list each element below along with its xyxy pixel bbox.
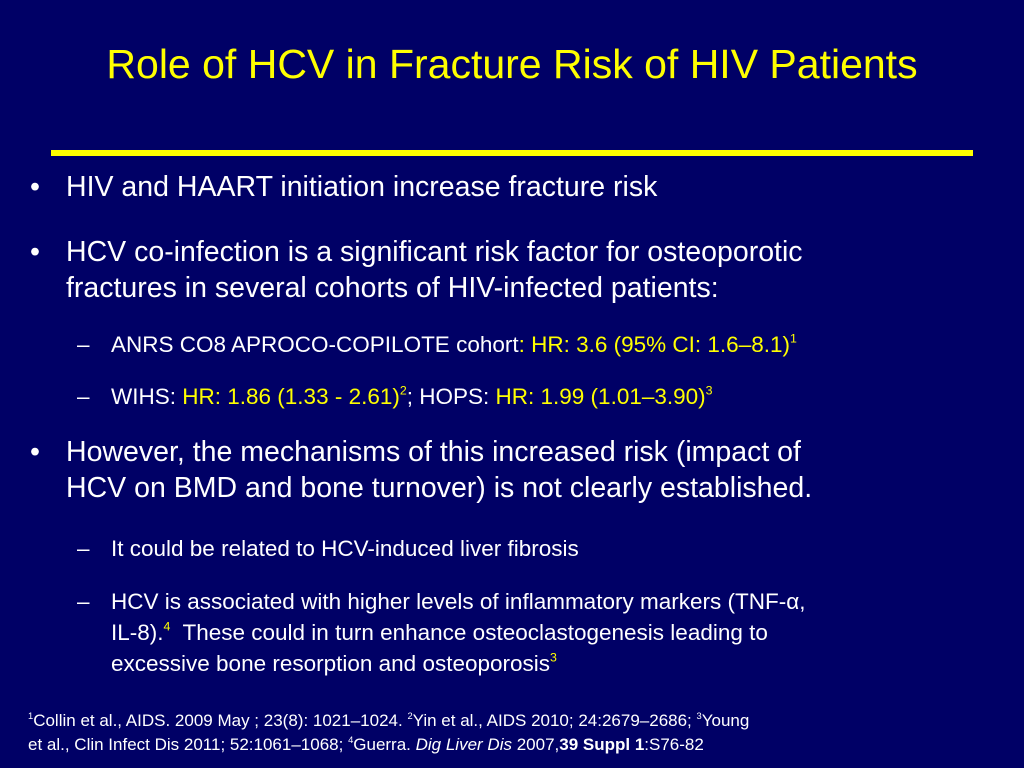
reference-number: 1	[789, 331, 797, 346]
reference-3-cont: et al., Clin Infect Dis 2011; 52:1061–1068;	[28, 735, 349, 754]
bullet-text-line: fractures in several cohorts of HIV-infected patients:	[66, 272, 719, 304]
references	[28, 709, 1008, 757]
bullet-text: HIV and HAART initiation increase fracture risk	[66, 171, 658, 203]
cohort-name: WIHS:	[111, 384, 183, 409]
slide-title: Role of HCV in Fracture Risk of HIV Patients	[106, 41, 918, 87]
dash-marker: –	[77, 536, 90, 561]
sub-bullet-line: excessive bone resorption and osteoporosis$^3$	[111, 650, 557, 676]
sub-bullet-text: It could be related to HCV-induced liver fibrosis	[111, 536, 579, 561]
sub-bullet-line: IL-8).$^4$ These could in turn enhance osteoclastogenesis leading to	[111, 619, 768, 645]
reference-2: Yin et al., AIDS 2010; 24:2679–2686;	[412, 711, 697, 730]
reference-number: 3	[550, 650, 557, 665]
references-line: $^1$Collin et al., AIDS. 2009 May ; 23(8): 1021–1024. $^2$Yin et al., AIDS 2010; 24:2679–2686; $^3$Young	[28, 711, 750, 730]
bullet-text-line: HCV co-infection is a significant risk factor for osteoporotic	[66, 236, 803, 268]
journal-name: Dig Liver Dis	[415, 735, 512, 754]
dash-marker: –	[77, 589, 90, 614]
bullet-marker: •	[30, 436, 40, 468]
bullet-marker: •	[30, 236, 40, 268]
volume: 39 Suppl 1	[559, 735, 645, 754]
dash-marker: –	[77, 384, 90, 409]
sub-bullet-text	[111, 329, 995, 360]
references-line: et al., Clin Infect Dis 2011; 52:1061–1068; $^4$Guerra. Dig Liver Dis 2007,39 Suppl 1:S76-82	[28, 735, 704, 754]
hazard-ratio: HR: 1.99 (1.01–3.90)	[495, 384, 706, 409]
reference-number: 2	[399, 383, 407, 398]
alpha-symbol: α	[786, 589, 800, 614]
reference-number: 4	[163, 619, 171, 634]
sub-bullet-text	[111, 381, 995, 412]
hazard-ratio: HR: 1.86 (1.33 - 2.61)	[182, 384, 400, 409]
cohort-name: ANRS CO8 APROCO-COPILOTE cohort	[111, 332, 519, 357]
sub-bullet-line: HCV is associated with higher levels of inflammatory markers (TNF-α,	[111, 589, 806, 614]
dash-marker: –	[77, 332, 90, 357]
bullet-text	[66, 234, 986, 306]
title-underline	[51, 150, 973, 156]
reference-number: 3	[705, 383, 713, 398]
bullet-text-line: However, the mechanisms of this increased risk (impact of	[66, 436, 801, 468]
reference-3: Young	[701, 711, 750, 730]
hazard-ratio: : HR: 3.6 (95% CI: 1.6–8.1)	[518, 332, 790, 357]
bullet-text-line: HCV on BMD and bone turnover) is not clearly established.	[66, 472, 813, 504]
sub-bullet-text	[111, 586, 995, 679]
bullet-marker: •	[30, 171, 40, 203]
reference-1: Collin et al., AIDS. 2009 May ; 23(8): 1021–1024.	[33, 711, 408, 730]
reference-4: Guerra.	[353, 735, 416, 754]
cohort-name: ; HOPS:	[406, 384, 496, 409]
bullet-text	[66, 434, 986, 506]
